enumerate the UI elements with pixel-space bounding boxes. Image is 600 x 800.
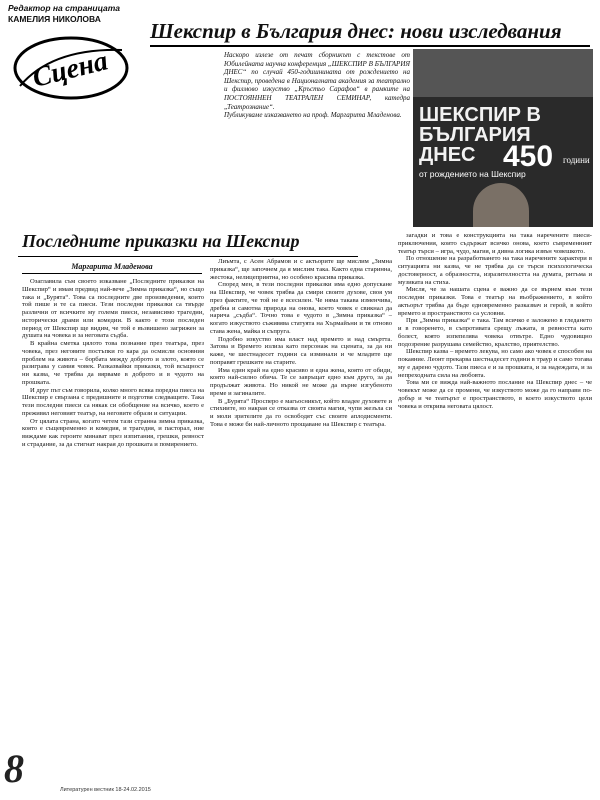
paragraph: Озаглавила съм своето изказване „Последните приказки на Шекспир“ и имам предвид най-вече „Зимна приказка“, но също така и „Бурята“. Това са последните две произведения, които той пише и те са пиеси. Тези последни приказки са твърде различни от всичките му големи пиеси, независимо трагедии, исторически драми или комедии. В както е този последен период от Шекспир ще видим, че той е възвишено загрижен за душата на човека и за неговата съдба. xyxy=(22,278,204,340)
section-logo xyxy=(12,28,130,106)
shakespeare-portrait xyxy=(473,183,529,227)
article-column-1 xyxy=(22,278,204,764)
article-title: Последните приказки на Шекспир xyxy=(22,231,300,251)
paragraph: Шекспир казва – времето лекува, но само ако човек е способен на покаяние. Леонт прекарва шестнадесет години в траур и само тогава му е дарено чудото. Тази пиеса е и за прошката, и за надеждата, и за непреходната сила на любовта. xyxy=(398,348,592,379)
paragraph: В крайна сметка цялото това познание през театъра, през човека, през неговите постъпки го кара да осмисли основния проблем на живота – борбата между доброто и злото, която се разиграва у самия човек. Разказвайки приказки, той всъщност ни казва, че трябва да вярваме в доброто и в чудото на прошката. xyxy=(22,340,204,386)
paragraph: В „Бурята“ Просперо е магьосникът, който владее духовете и стихиите, но накрая се отказва от своята магия, чупи жезъла си и моли зрителите да го освободят със своите аплодисменти. Това е може би най-личното прощаване на Шекспир с театъра. xyxy=(210,397,392,428)
paragraph: Мисля, че за нашата сцена е важно да се върнем към тези последни приказки. Това е театър на въображението, в който актьорът трябва да бъде едновременно разказвач и герой, в който времето и пространството са условни. xyxy=(398,286,592,317)
headline-rule xyxy=(150,45,590,47)
paragraph: Това ми се вижда най-важното послание на Шекспир днес – че човекът може да се промени, че изкуството може да го направи по-добър и че театърът е пространството, в което изкуството цели човека и открива неговата цялост. xyxy=(398,379,592,410)
paragraph: загадки и това е конструкцията на така наречените пиеси-приключения, които съдържат всичко онова, което съвременният театър търси – игра, чудо, магия, и дивна логика извън човешкото. xyxy=(398,232,592,255)
book-cover-image xyxy=(413,49,593,227)
paragraph: Подобно изкуство има власт над времето и над смъртта. Затова и Времето излиза като персонаж на сцената, за да ни каже, че шестнадесет години са изминали и че младите ще поправят грешките на старите. xyxy=(210,335,392,366)
book-number: 450 xyxy=(503,140,554,173)
lead-text: Наскоро излезе от печат сборникът с текстове от Юбилейната научна конференция „ШЕКСПИР В БЪЛГАРИЯ ДНЕС“ по случай 450-годишнината от рождението на Шекспир, проведена в Националната академия за театрално и филмово изкуство „Кръстьо Сарафов“ в рамките на ПОСТОЯННЕН ТЕАТРАЛЕН СЕМИНАР, катедра „Театрознание“. xyxy=(224,51,410,111)
paragraph: Според мен, в тези последни приказки има едно допускане на Шекспир, че човек трябва да смири своите духове, своя ум през фактите, че той не е всесилен. Че няма такава изменчива, дребна и самотна природа на онова, което човек е свикнал да нарича „съдба“. Точно това е чудото в „Зимна приказка“ – когато изкуството съживява статуята на Хърмайъни и тя отново става жена, майка и съпруга. xyxy=(210,281,392,335)
lead-paragraph xyxy=(224,51,410,120)
book-subtitle: от рождението на Шекспир xyxy=(419,169,526,179)
title-rule xyxy=(18,256,358,257)
paragraph: Лиъмта, с Асен Абрамов и с актьорите ще мислим „Зимна приказка“, ще започнем да я мислим така. Както една старинна, жестока, нелицеприятна, но особено красива приказка. xyxy=(210,258,392,281)
page-headline: Шекспир в България днес: нови изследвания xyxy=(150,19,562,43)
paragraph: При „Зимна приказка“ е така. Там всичко е заложено в гледането и в говоренето, в съпротивата срещу лъжата, в ревността като болест, която изпепелява човека отвътре. Едно чудовищно подозрение разрушава семейство, кралство, приятелство. xyxy=(398,317,592,348)
page-number: 8 xyxy=(4,746,24,791)
footer-imprint: Литературен вестник 18-24.02.2015 xyxy=(60,787,151,793)
paragraph: И друг път съм говорила, колко много всяка поредна пиеса на Шекспир е свързана с предишните и подготвя следващите. Така тези последни пиеси са някак си обобщение на всичко, което е преживял неговият театър, на неговите образи и ситуации. xyxy=(22,386,204,417)
article-column-3 xyxy=(398,232,592,796)
section-logo-text: Сцена xyxy=(29,45,111,94)
lead-note: Публикуваме изказването на проф. Маргарита Младенова. xyxy=(224,111,402,120)
editor-name: КАМЕЛИЯ НИКОЛОВА xyxy=(8,14,101,24)
article-column-2 xyxy=(210,258,392,796)
author-rule xyxy=(22,273,202,274)
book-years: години xyxy=(563,155,590,165)
paragraph: По отношение на разработването на така наречените характери в ситуацията ни казва, че не трябва да се търси психологическа достоверност, а образността, изразителността на думата, ритъма и музиката на стиха. xyxy=(398,255,592,286)
paragraph: От цялата страна, когато четем тази странна зимна приказка, която е същевременно и комедия, и трагедия, и пасторал, ние виждаме как героите минават през изпитания, грешки, ревност и страдание, за да стигнат накрая до прошката и помирението. xyxy=(22,417,204,448)
book-title: ШЕКСПИР В БЪЛГАРИЯ ДНЕС xyxy=(419,104,541,166)
page-editor-credit xyxy=(8,3,148,25)
paragraph: Има един край на едно красиво и една жена, която от обиди, която най-силно обича. Те се завръщат едно към друго, за да продължат живота. Но никой не може да върне изгубеното време и загиналите. xyxy=(210,366,392,397)
book-cover-top xyxy=(413,49,593,97)
editor-role: Редактор на страницата xyxy=(8,3,121,13)
article-author: Маргарита Младенова xyxy=(71,262,153,271)
